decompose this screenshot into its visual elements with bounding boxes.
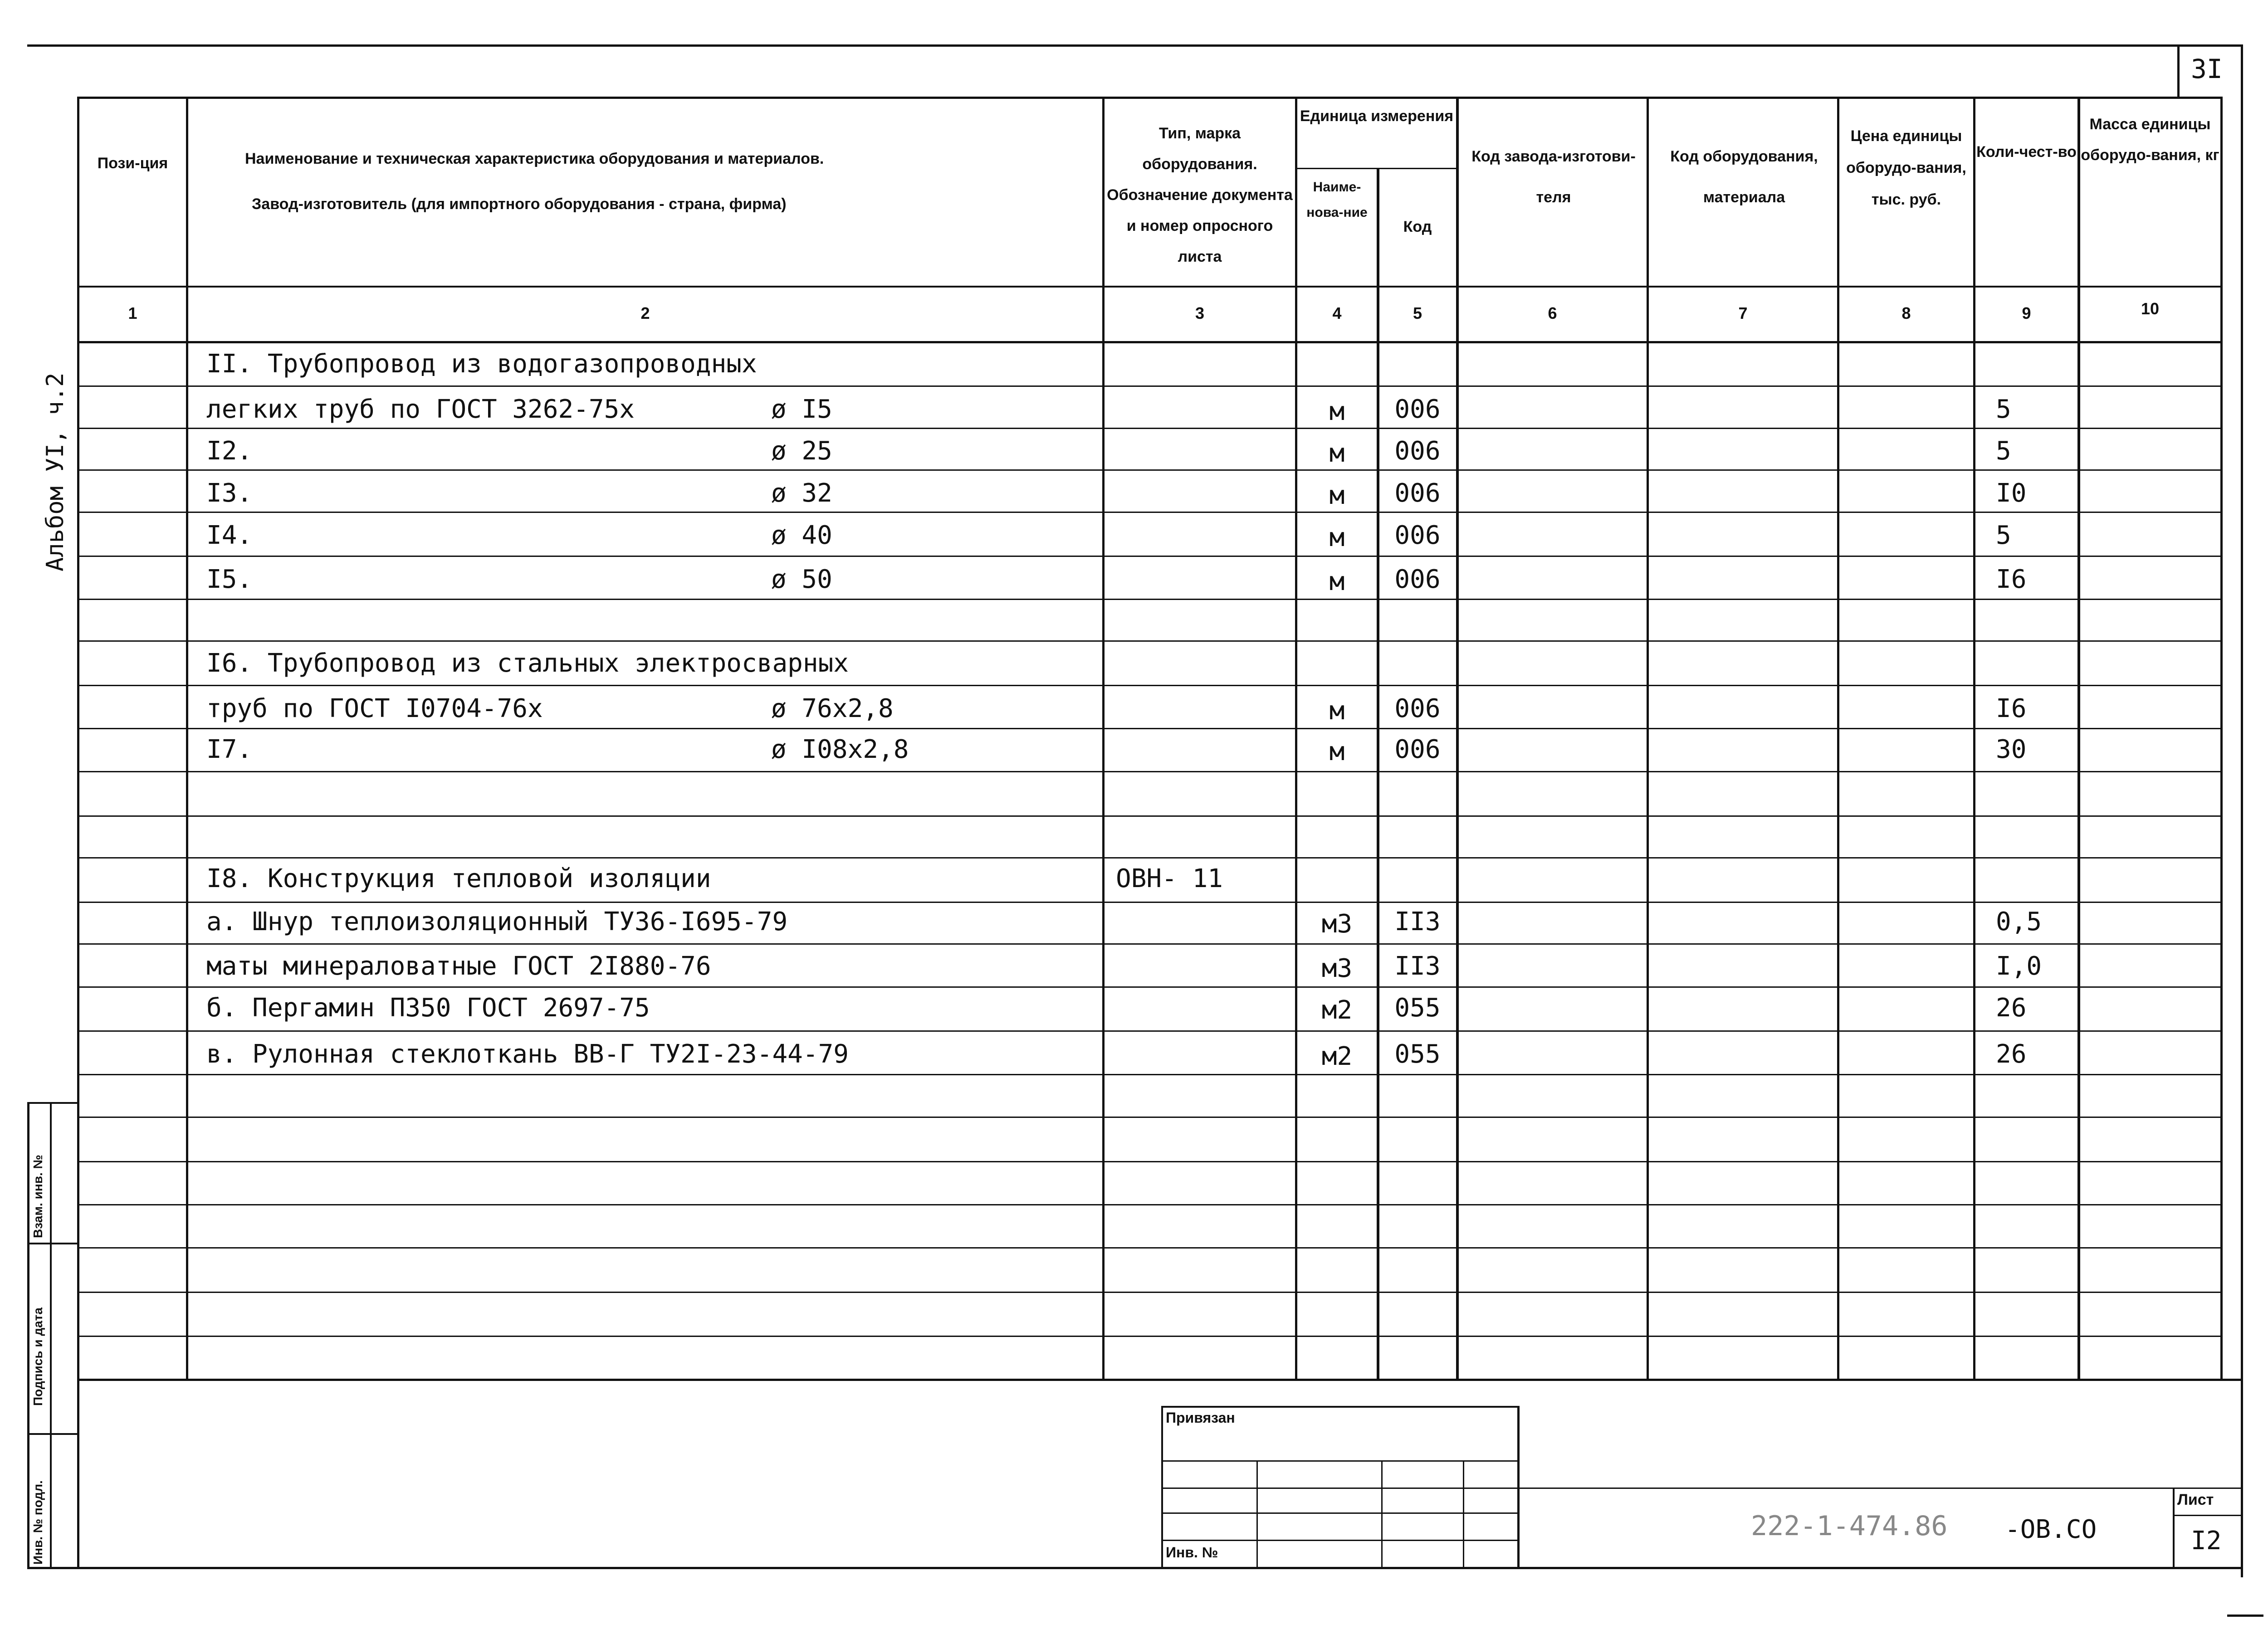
row-qty: 0,5 (1996, 907, 2042, 937)
row-qty: I,0 (1996, 951, 2042, 981)
header-position: Пози-ция (97, 155, 168, 172)
sheet-box-mid (2173, 1515, 2241, 1516)
sheet-box-left (2173, 1488, 2175, 1569)
row-name: I7. (206, 735, 253, 764)
header-name-line2: Завод-изготовитель (для импортного оборудования - страна, фирма) (252, 195, 787, 213)
row-qty: I6 (1996, 565, 2027, 594)
row-unit-code: 006 (1394, 395, 1441, 424)
stamp-line (1161, 1460, 1520, 1462)
margin-box-sep1 (27, 1243, 79, 1244)
row-line (77, 685, 2223, 686)
corner-tick (2227, 1614, 2263, 1617)
row-unit: м (1329, 523, 1345, 552)
table-top (77, 97, 2223, 99)
row-unit: м2 (1321, 995, 1353, 1025)
row-diameter: ø 32 (771, 478, 832, 508)
stamp-col (1463, 1460, 1464, 1569)
row-unit-code: 006 (1394, 735, 1441, 764)
sheet-number: I2 (2191, 1526, 2222, 1556)
row-unit-code: II3 (1394, 907, 1441, 937)
row-line (77, 1336, 2223, 1337)
table-bottom (77, 1379, 2241, 1381)
colnum-7: 7 (1738, 304, 1748, 322)
stamp-inv-no: Инв. № (1166, 1544, 1218, 1561)
row-unit-code: 006 (1394, 436, 1441, 466)
row-line (77, 815, 2223, 817)
row-line (77, 1292, 2223, 1293)
row-name: маты минераловатные ГОСТ 2I880-76 (206, 951, 711, 981)
row-unit: м3 (1321, 909, 1353, 939)
row-diameter: ø 40 (771, 521, 832, 550)
row-qty: I6 (1996, 694, 2027, 723)
row-unit-code: 006 (1394, 565, 1441, 594)
col-line-1 (186, 97, 188, 1380)
row-line (77, 512, 2223, 513)
row-line (77, 556, 2223, 557)
colnum-6: 6 (1548, 304, 1557, 322)
row-line (77, 857, 2223, 858)
stamp-line (1161, 1512, 1520, 1514)
row-unit: м2 (1321, 1042, 1353, 1071)
row-qty: I0 (1996, 478, 2027, 508)
stamp-line (1161, 1540, 1520, 1541)
row-unit: м (1329, 567, 1345, 596)
colnum-3: 3 (1195, 304, 1205, 322)
row-unit-code: 006 (1394, 521, 1441, 550)
header-mass: Масса единицы оборудо-вания, кг (2081, 116, 2219, 164)
row-name: легких труб по ГОСТ 3262-75х (206, 395, 635, 424)
row-unit-code: 055 (1394, 1039, 1441, 1069)
row-unit: м (1329, 481, 1345, 510)
colnum-2: 2 (640, 304, 650, 322)
row-qty: 26 (1996, 1039, 2027, 1069)
header-bottom (77, 286, 2223, 288)
doc-code: 222-1-474.86 (1751, 1510, 1948, 1542)
colnum-1: 1 (128, 304, 137, 322)
row-unit-code: 006 (1394, 694, 1441, 723)
row-unit: м (1329, 439, 1345, 468)
row-name: а. Шнур теплоизоляционный ТУ36-I695-79 (206, 907, 788, 937)
unit-subheader-line (1295, 168, 1456, 169)
header-equipment-code: Код оборудования, материала (1670, 148, 1818, 206)
row-line (77, 1247, 2223, 1249)
row-line (77, 385, 2223, 387)
row-qty: 5 (1996, 521, 2011, 550)
row-line (77, 728, 2223, 729)
row-line (77, 1117, 2223, 1118)
row-name: в. Рулонная стеклоткань ВВ-Г ТУ2I-23-44-79 (206, 1039, 849, 1069)
row-line (77, 428, 2223, 429)
row-name: I8. Конструкция тепловой изоляции (206, 864, 711, 893)
row-line (77, 1074, 2223, 1075)
col-line-4 (1377, 168, 1379, 1380)
side-album-label: Альбом УI, ч.2 (42, 372, 69, 571)
stamp-privyazan: Привязан (1166, 1410, 1235, 1426)
colnum-8: 8 (1901, 304, 1911, 322)
col-line-9 (2077, 97, 2080, 1380)
row-diameter: ø I08х2,8 (771, 735, 909, 764)
row-unit-code: 055 (1394, 993, 1441, 1023)
row-name: б. Пергамин П350 ГОСТ 2697-75 (206, 993, 650, 1023)
row-line (77, 640, 2223, 642)
row-name: I5. (206, 565, 253, 594)
stamp-col (1381, 1460, 1383, 1569)
col-line-2 (1102, 97, 1105, 1380)
row-qty: 5 (1996, 395, 2011, 424)
sheet-label: Лист (2177, 1491, 2214, 1508)
col-line-8 (1973, 97, 1975, 1380)
colnum-4: 4 (1332, 304, 1342, 322)
row-name: труб по ГОСТ I0704-76х (206, 694, 543, 723)
top-rule (27, 44, 2241, 47)
row-unit-code: II3 (1394, 951, 1441, 981)
row-line (77, 1204, 2223, 1205)
margin-box-top (27, 1102, 79, 1104)
col-line-5 (1456, 97, 1459, 1380)
row-name: I3. (206, 478, 253, 508)
row-qty: 30 (1996, 735, 2027, 764)
row-diameter: ø 50 (771, 565, 832, 594)
row-unit: м (1329, 737, 1345, 766)
row-unit-code: 006 (1394, 478, 1441, 508)
row-name: I6. Трубопровод из стальных электросварных (206, 649, 849, 678)
colnum-5: 5 (1413, 304, 1422, 322)
row-name: I2. (206, 436, 253, 466)
row-unit: м (1329, 397, 1345, 426)
row-name: II. Трубопровод из водогазопроводных (206, 349, 757, 379)
colnum-bottom (77, 341, 2223, 343)
header-quantity: Коли-чест-во (1976, 143, 2077, 161)
header-unit-code: Код (1403, 218, 1432, 235)
header-unit-name: Наиме-нова-ние (1306, 180, 1368, 220)
right-border (2241, 44, 2243, 1577)
header-price: Цена единицы оборудо-вания, тыс. руб. (1846, 127, 1966, 208)
margin-box-left (27, 1102, 29, 1569)
doc-suffix: -ОВ.СО (2005, 1515, 2097, 1544)
col-line-6 (1647, 97, 1649, 1380)
margin-vzam-label: Взам. инв. № (31, 1155, 45, 1238)
row-unit: м3 (1321, 954, 1353, 983)
margin-inv-label: Инв. № подл. (31, 1480, 45, 1565)
colnum-9: 9 (2022, 304, 2031, 322)
row-line (77, 1161, 2223, 1162)
stamp-top (1161, 1406, 1520, 1408)
row-line (77, 1030, 2223, 1032)
page-number-box-left (2177, 44, 2180, 97)
title-block-line (1517, 1488, 2241, 1489)
row-qty: 5 (1996, 436, 2011, 466)
header-unit: Единица измерения (1300, 107, 1454, 125)
row-unit: м (1329, 696, 1345, 726)
frame-bottom (27, 1567, 2241, 1569)
header-name-line1: Наименование и техническая характеристика оборудования и материалов. (245, 150, 824, 167)
row-type: ОВН- 11 (1116, 864, 1223, 893)
row-line (77, 599, 2223, 600)
colnum-10: 10 (2141, 299, 2160, 318)
row-line (77, 902, 2223, 903)
header-type: Тип, марка оборудования. Обозначение документа и номер опросного листа (1107, 125, 1293, 265)
margin-podp-label: Подпись и дата (31, 1307, 45, 1406)
row-line (77, 469, 2223, 471)
page-number: 3I (2191, 54, 2223, 84)
row-line (77, 943, 2223, 945)
stamp-col (1256, 1460, 1258, 1569)
row-diameter: ø 25 (771, 436, 832, 466)
margin-box-inner (50, 1102, 52, 1569)
col-line-7 (1837, 97, 1839, 1380)
stamp-line (1161, 1488, 1520, 1489)
header-factory-code: Код завода-изготови-теля (1471, 148, 1636, 206)
row-diameter: ø I5 (771, 395, 832, 424)
row-qty: 26 (1996, 993, 2027, 1023)
row-name: I4. (206, 521, 253, 550)
row-diameter: ø 76х2,8 (771, 694, 894, 723)
col-line-10 (2220, 97, 2223, 1380)
margin-box-sep2 (27, 1433, 79, 1435)
row-line (77, 771, 2223, 772)
row-line (77, 986, 2223, 988)
